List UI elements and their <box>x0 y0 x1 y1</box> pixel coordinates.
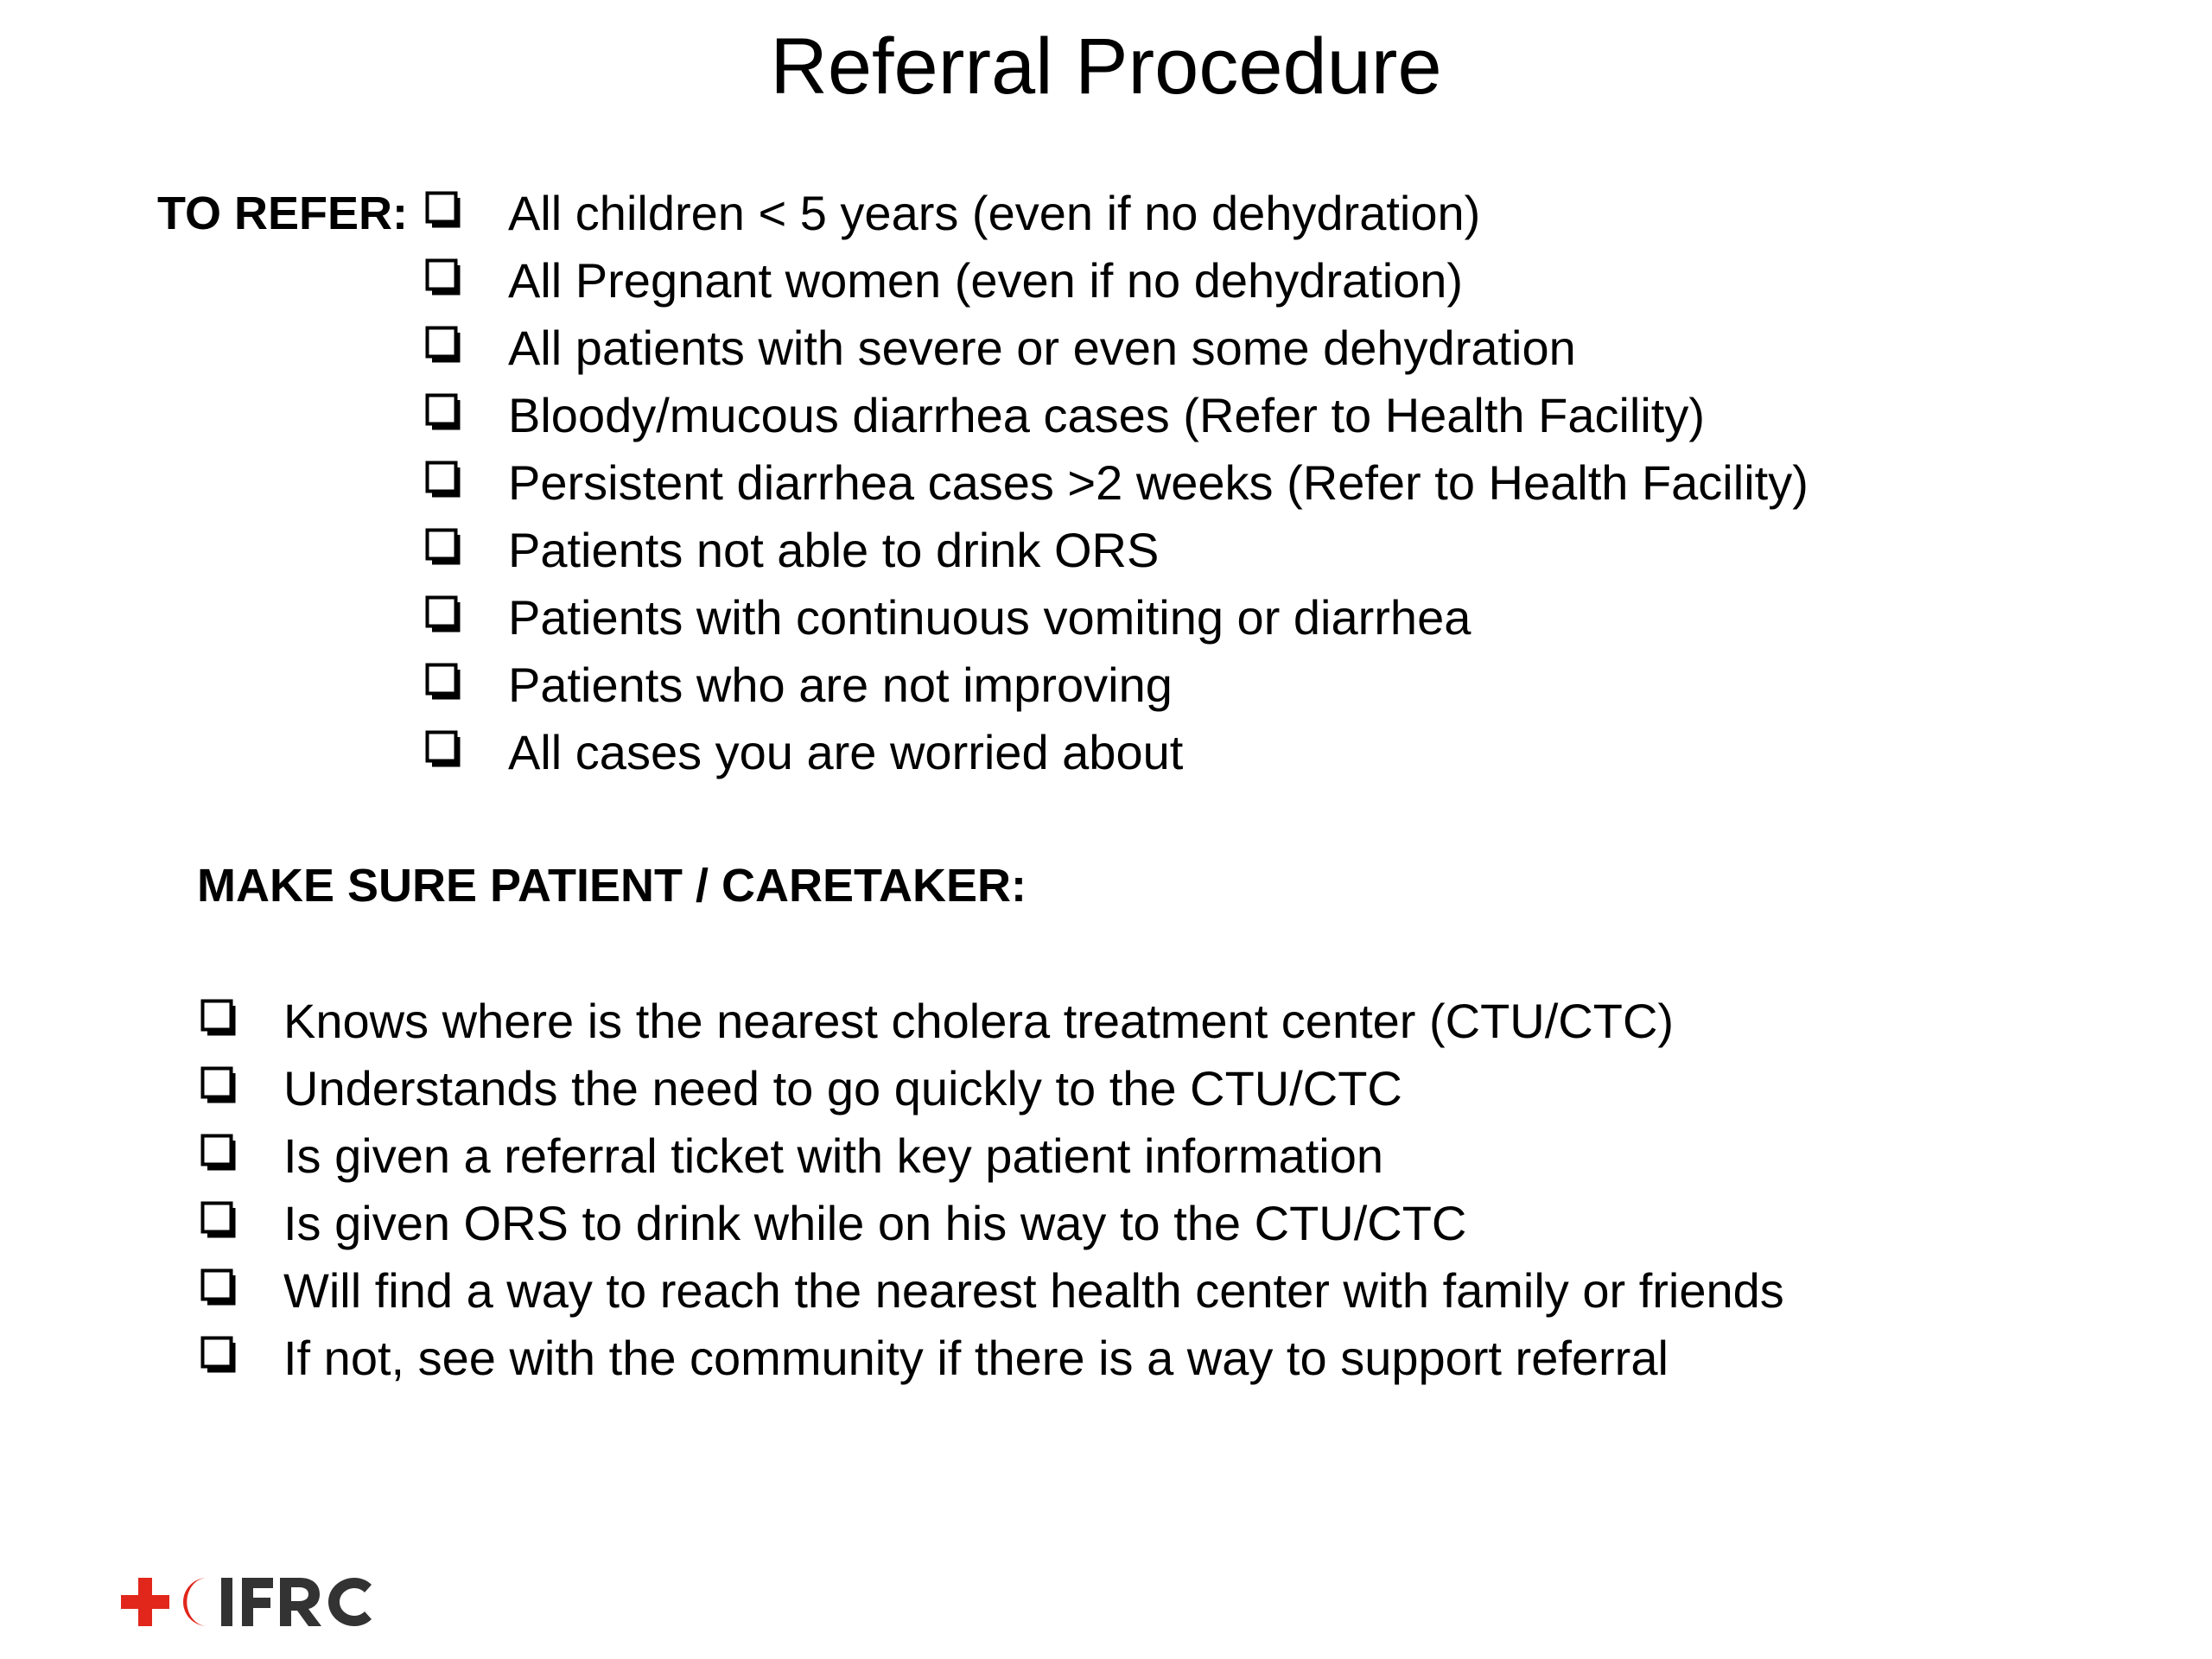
caretaker-item <box>200 1055 1784 1122</box>
refer-item <box>425 652 1808 719</box>
checkbox-icon <box>425 663 463 701</box>
caretaker-item <box>200 1190 1784 1257</box>
refer-item-label: All patients with severe or even some dehydration <box>508 321 1576 375</box>
checkbox-icon <box>200 1066 238 1104</box>
caretaker-item <box>200 1122 1784 1190</box>
refer-item <box>425 517 1808 584</box>
ifrc-wordmark <box>221 1578 372 1626</box>
checkbox-icon <box>200 1201 238 1239</box>
refer-item <box>425 719 1808 786</box>
refer-item <box>425 584 1808 652</box>
refer-item <box>425 315 1808 382</box>
checkbox-icon <box>200 1134 238 1172</box>
caretaker-item-label: Knows where is the nearest cholera treatment center (CTU/CTC) <box>283 994 1675 1048</box>
caretaker-item-label: Understands the need to go quickly to the CTU/CTC <box>283 1061 1402 1116</box>
refer-item <box>425 449 1808 517</box>
refer-item-label: Persistent diarrhea cases >2 weeks (Refer to Health Facility) <box>508 455 1808 510</box>
checkbox-icon <box>425 258 463 296</box>
refer-item-label: All children < 5 years (even if no dehydration) <box>508 186 1481 240</box>
caretaker-item <box>200 1325 1784 1392</box>
refer-item <box>425 382 1808 449</box>
checkbox-icon <box>200 1268 238 1306</box>
caretaker-item-label: Will find a way to reach the nearest health center with family or friends <box>283 1263 1784 1318</box>
refer-item-label: Patients who are not improving <box>508 658 1173 712</box>
slide-title: Referral Procedure <box>770 22 1442 111</box>
refer-item-label: Patients with continuous vomiting or diarrhea <box>508 590 1471 645</box>
refer-item <box>425 180 1808 247</box>
ifrc-logo <box>121 1573 397 1633</box>
caretaker-item-label: If not, see with the community if there is a way to support referral <box>283 1331 1669 1385</box>
checkbox-icon <box>425 595 463 633</box>
checkbox-icon <box>425 326 463 364</box>
refer-item-label: Bloody/mucous diarrhea cases (Refer to Health Facility) <box>508 388 1706 442</box>
checkbox-icon <box>200 999 238 1037</box>
caretaker-item-label: Is given a referral ticket with key patient information <box>283 1128 1384 1183</box>
refer-checklist <box>425 180 1808 786</box>
checkbox-icon <box>425 528 463 566</box>
refer-item-label: All Pregnant women (even if no dehydration) <box>508 253 1464 308</box>
checkbox-icon <box>425 461 463 499</box>
ifrc-logo-graphic <box>121 1573 397 1633</box>
refer-item <box>425 247 1808 315</box>
caretaker-item-label: Is given ORS to drink while on his way to the CTU/CTC <box>283 1196 1467 1250</box>
checkbox-icon <box>425 191 463 229</box>
to-refer-heading: TO REFER: <box>157 188 409 239</box>
caretaker-item <box>200 1257 1784 1325</box>
refer-item-label: All cases you are worried about <box>508 725 1184 779</box>
checkbox-icon <box>200 1336 238 1374</box>
red-crescent-icon <box>183 1578 207 1626</box>
caretaker-checklist <box>200 988 1784 1392</box>
caretaker-item <box>200 988 1784 1055</box>
checkbox-icon <box>425 393 463 431</box>
checkbox-icon <box>425 730 463 768</box>
caretaker-heading: MAKE SURE PATIENT / CARETAKER: <box>197 860 1027 912</box>
red-cross-icon <box>121 1578 169 1626</box>
refer-item-label: Patients not able to drink ORS <box>508 523 1160 577</box>
